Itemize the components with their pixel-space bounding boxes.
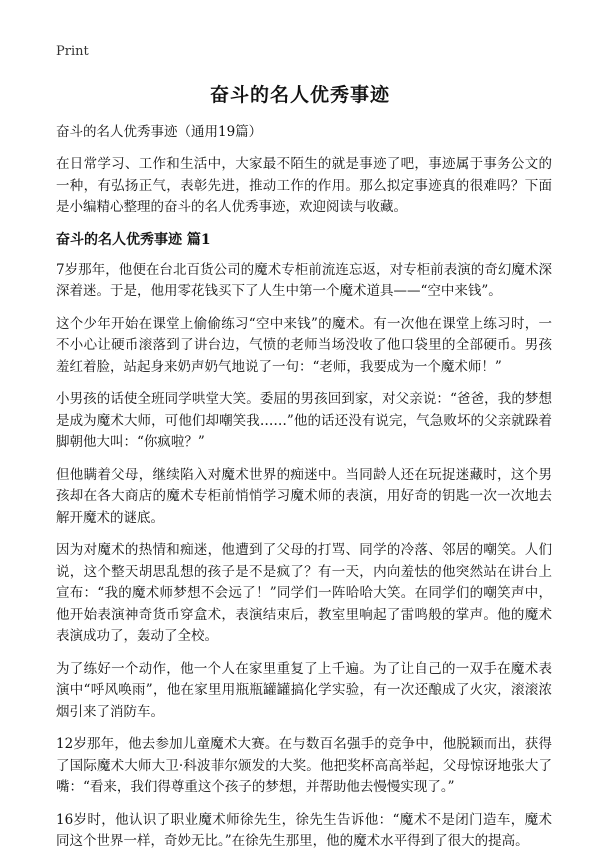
story-paragraph-7: 12岁那年，他去参加儿童魔术大赛。在与数百名强手的竞争中，他脱颖而出，获得了国际魔术大师大卫·科波菲尔颁发的大奖。他把奖杯高高举起，父母惊讶地张大了嘴：“看来，我们得尊重这个孩子的梦想，并帮助他去慢慢实现了。” xyxy=(56,736,552,795)
page-title: 奋斗的名人优秀事迹 xyxy=(209,84,390,106)
story-paragraph-5: 因为对魔术的热情和痴迷，他遭到了父母的打骂、同学的冷落、邻居的嘲笑。人们说，这个整天胡思乱想的孩子是不是疯了？有一天，内向羞怯的他突然站在讲台上宣布：“我的魔术师梦想不会远了！”同学们一阵哈哈大笑。在同学们的嘲笑声中，他开始表演神奇货币穿盒术，表演结束后，教室里响起了雷鸣般的掌声。他的魔术表演成功了，轰动了全校。 xyxy=(56,542,552,644)
story-paragraph-2: 这个少年开始在课堂上偷偷练习“空中来钱”的魔术。有一次他在课堂上练习时，一不小心让硬币滚落到了讲台边，气愤的老师当场没收了他口袋里的全部硬币。男孩羞红着脸，站起身来奶声奶气地说了一句：“老师，我要成为一个魔术师！” xyxy=(56,315,552,375)
story-paragraph-3: 小男孩的话使全班同学哄堂大笑。委屈的男孩回到家，对父亲说：“爸爸，我的梦想是成为魔术大师，可他们却嘲笑我……”他的话还没有说完，气急败坏的父亲就跺着脚朝他大叫：“你疯啦？” xyxy=(56,391,552,450)
intro-paragraph: 在日常学习、工作和生活中，大家最不陌生的就是事迹了吧，事迹属于事务公文的一种，有弘扬正气，表彰先进，推动工作的作用。那么拟定事迹真的很难吗？下面是小编精心整理的奋斗的名人优秀事迹，欢迎阅读与收藏。 xyxy=(56,156,552,215)
article-body xyxy=(56,122,552,864)
story-paragraph-6: 为了练好一个动作，他一个人在家里重复了上千遍。为了让自己的一双手在魔术表演中“呼风唤雨”，他在家里用瓶瓶罐罐搞化学实验，有一次还酿成了火灾，滚滚浓烟引来了消防车。 xyxy=(56,660,552,720)
section-heading: 奋斗的名人优秀事迹 篇1 xyxy=(56,231,211,248)
print-link[interactable]: Print xyxy=(56,44,89,59)
story-paragraph-4: 但他瞒着父母，继续陷入对魔术世界的痴迷中。当同龄人还在玩捉迷藏时，这个男孩却在各大商店的魔术专柜前悄悄学习魔术师的表演，用好奇的钥匙一次一次地去解开魔术的谜底。 xyxy=(56,466,552,526)
story-paragraph-1: 7岁那年，他便在台北百货公司的魔术专柜前流连忘返，对专柜前表演的奇幻魔术深深着迷。于是，他用零花钱买下了人生中第一个魔术道具——“空中来钱”。 xyxy=(56,261,552,299)
article-subtitle: 奋斗的名人优秀事迹（通用19篇） xyxy=(56,124,263,140)
story-paragraph-8: 16岁时，他认识了职业魔术师徐先生，徐先生告诉他：“魔术不是闭门造车，魔术同这个世界一样，奇妙无比。”在徐先生那里，他的魔术水平得到了很大的提高。 xyxy=(56,811,552,849)
